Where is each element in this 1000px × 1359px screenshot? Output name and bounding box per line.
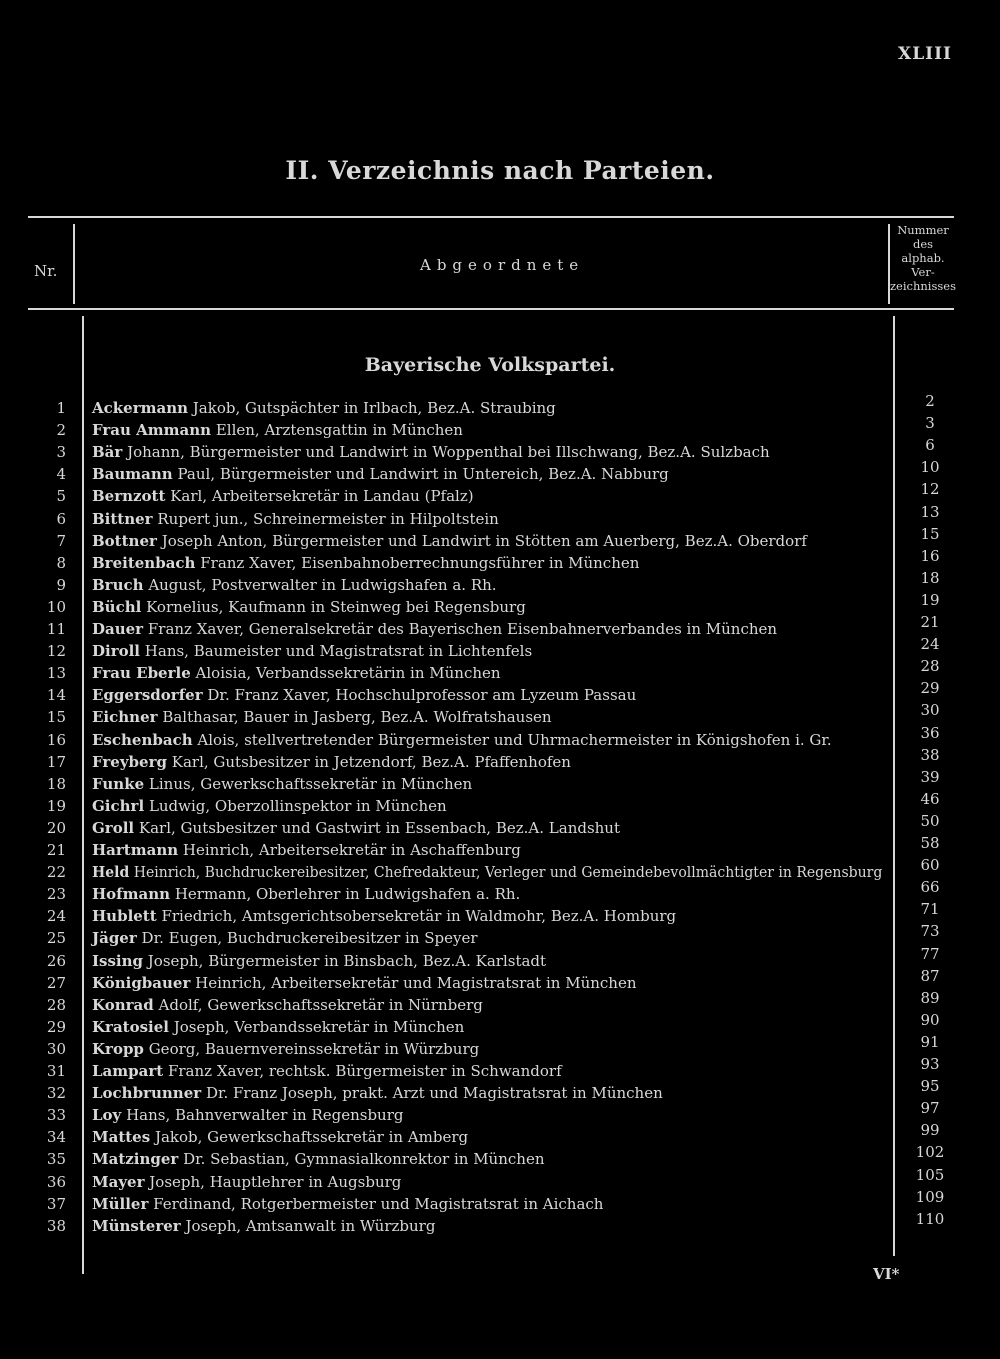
row-entry xyxy=(92,883,520,905)
row-entry xyxy=(92,552,639,574)
member-details: Dr. Eugen, Buchdruckereibesitzer in Speyer xyxy=(141,929,478,947)
row-entry xyxy=(92,684,636,706)
row-number: 3 xyxy=(56,443,66,461)
member-name: Konrad xyxy=(92,996,154,1014)
table-row xyxy=(0,613,1000,640)
member-name: Held xyxy=(92,863,130,881)
row-number: 30 xyxy=(46,1040,66,1058)
row-number: 26 xyxy=(46,952,66,970)
table-row xyxy=(0,1143,1000,1170)
row-entry xyxy=(92,1148,544,1170)
member-name: Groll xyxy=(92,819,135,837)
member-details: Georg, Bauernvereinssekretär in Würzburg xyxy=(148,1040,480,1058)
row-entry xyxy=(92,485,474,507)
alphabetical-reference: 29 xyxy=(920,679,940,697)
member-name: Königbauer xyxy=(92,974,191,992)
table-row xyxy=(0,1210,1000,1237)
row-number: 16 xyxy=(46,731,66,749)
member-details: Franz Xaver, rechtsk. Bürgermeister in Schwandorf xyxy=(167,1062,562,1080)
member-details: Hermann, Oberlehrer in Ludwigshafen a. Rh. xyxy=(174,885,521,903)
header-nummer-line: alphab. xyxy=(901,251,945,265)
party-heading: Bayerische Volkspartei. xyxy=(364,354,616,376)
member-details: Hans, Bahnverwalter in Regensburg xyxy=(126,1106,404,1124)
row-number: 2 xyxy=(56,421,66,439)
member-details: Ferdinand, Rotgerbermeister und Magistratsrat in Aichach xyxy=(153,1195,604,1213)
table-row xyxy=(0,635,1000,662)
row-number: 24 xyxy=(46,907,66,925)
member-name: Ackermann xyxy=(92,399,189,417)
member-details: Johann, Bürgermeister und Landwirt in Woppenthal bei Illschwang, Bez.A. Sulzbach xyxy=(127,443,770,461)
alphabetical-reference: 13 xyxy=(920,503,940,521)
member-details: Rupert jun., Schreinermeister in Hilpoltstein xyxy=(157,510,499,528)
alphabetical-reference: 3 xyxy=(925,414,935,432)
table-row xyxy=(0,1188,1000,1215)
alphabetical-reference: 109 xyxy=(915,1188,945,1206)
table-row xyxy=(0,591,1000,618)
row-number: 13 xyxy=(46,664,66,682)
table-row xyxy=(0,480,1000,507)
member-details: Balthasar, Bauer in Jasberg, Bez.A. Wolfratshausen xyxy=(162,708,552,726)
alphabetical-reference: 66 xyxy=(920,878,940,896)
table-row xyxy=(0,503,1000,530)
alphabetical-reference: 15 xyxy=(920,525,940,543)
member-details: Jakob, Gewerkschaftssekretär in Amberg xyxy=(154,1128,469,1146)
row-entry xyxy=(92,419,463,441)
table-row xyxy=(0,547,1000,574)
header-nummer-line: Nummer xyxy=(897,223,949,237)
member-name: Funke xyxy=(92,775,145,793)
member-name: Hublett xyxy=(92,907,157,925)
table-row xyxy=(0,1033,1000,1060)
member-name: Freyberg xyxy=(92,753,167,771)
table-row xyxy=(0,878,1000,905)
row-number: 38 xyxy=(46,1217,66,1235)
table-row xyxy=(0,724,1000,751)
alphabetical-reference: 28 xyxy=(920,657,940,675)
row-entry xyxy=(92,773,472,795)
row-number: 7 xyxy=(56,532,66,550)
table-row xyxy=(0,392,1000,419)
table-row xyxy=(0,945,1000,972)
alphabetical-reference: 21 xyxy=(920,613,940,631)
header-nr: Nr. xyxy=(34,262,58,280)
row-number: 35 xyxy=(46,1150,66,1168)
member-details: Heinrich, Buchdruckereibesitzer, Chefredakteur, Verleger und Gemeindebevollmächtigter in Regensburg xyxy=(133,863,883,881)
row-entry xyxy=(92,1171,401,1193)
member-details: Karl, Arbeitersekretär in Landau (Pfalz) xyxy=(170,487,474,505)
member-name: Bittner xyxy=(92,510,153,528)
row-number: 22 xyxy=(46,863,66,881)
member-details: Dr. Franz Joseph, prakt. Arzt und Magistratsrat in München xyxy=(205,1084,663,1102)
member-details: Karl, Gutsbesitzer und Gastwirt in Essenbach, Bez.A. Landshut xyxy=(138,819,620,837)
row-entry xyxy=(92,1016,464,1038)
table-row xyxy=(0,1121,1000,1148)
member-details: August, Postverwalter in Ludwigshafen a. Rh. xyxy=(148,576,497,594)
member-details: Heinrich, Arbeitersekretär in Aschaffenburg xyxy=(182,841,521,859)
member-details: Karl, Gutsbesitzer in Jetzendorf, Bez.A. Pfaffenhofen xyxy=(171,753,571,771)
member-details: Joseph, Verbandssekretär in München xyxy=(173,1018,465,1036)
table-row xyxy=(0,436,1000,463)
member-name: Lochbrunner xyxy=(92,1084,202,1102)
alphabetical-reference: 12 xyxy=(920,480,940,498)
table-row xyxy=(0,967,1000,994)
alphabetical-reference: 87 xyxy=(920,967,940,985)
row-entry xyxy=(92,1082,663,1104)
row-number: 36 xyxy=(46,1173,66,1191)
header-abgeordnete: Abgeordnete xyxy=(420,256,585,274)
member-name: Loy xyxy=(92,1106,122,1124)
member-name: Diroll xyxy=(92,642,141,660)
alphabetical-reference: 60 xyxy=(920,856,940,874)
member-name: Müller xyxy=(92,1195,149,1213)
row-number: 18 xyxy=(46,775,66,793)
table-top-rule xyxy=(28,216,954,218)
alphabetical-reference: 110 xyxy=(915,1210,945,1228)
member-name: Breitenbach xyxy=(92,554,196,572)
member-details: Aloisia, Verbandssekretärin in München xyxy=(195,664,501,682)
row-entry xyxy=(92,1104,403,1126)
row-entry xyxy=(92,530,807,552)
table-row xyxy=(0,701,1000,728)
alphabetical-reference: 46 xyxy=(920,790,940,808)
member-details: Friedrich, Amtsgerichtsobersekretär in Waldmohr, Bez.A. Homburg xyxy=(161,907,677,925)
row-number: 37 xyxy=(46,1195,66,1213)
row-entry xyxy=(92,972,636,994)
alphabetical-reference: 50 xyxy=(920,812,940,830)
column-divider-left xyxy=(73,224,75,304)
member-name: Mattes xyxy=(92,1128,151,1146)
member-name: Jäger xyxy=(92,929,137,947)
page-number: XLIII xyxy=(898,44,952,64)
row-number: 28 xyxy=(46,996,66,1014)
row-entry xyxy=(92,618,777,640)
row-number: 4 xyxy=(56,465,66,483)
member-name: Münsterer xyxy=(92,1217,181,1235)
alphabetical-reference: 73 xyxy=(920,922,940,940)
row-number: 27 xyxy=(46,974,66,992)
member-details: Paul, Bürgermeister und Landwirt in Untereich, Bez.A. Nabburg xyxy=(177,465,669,483)
row-number: 17 xyxy=(46,753,66,771)
row-number: 25 xyxy=(46,929,66,947)
row-entry xyxy=(92,508,499,530)
row-number: 15 xyxy=(46,708,66,726)
alphabetical-reference: 38 xyxy=(920,746,940,764)
member-details: Franz Xaver, Eisenbahnoberrechnungsführer in München xyxy=(200,554,640,572)
table-row xyxy=(0,657,1000,684)
table-row xyxy=(0,1099,1000,1126)
member-name: Bär xyxy=(92,443,123,461)
header-nummer-line: zeichnisses xyxy=(890,279,956,293)
member-name: Bruch xyxy=(92,576,144,594)
table-row xyxy=(0,989,1000,1016)
member-details: Ellen, Arztensgattin in München xyxy=(215,421,463,439)
row-entry xyxy=(92,927,478,949)
table-row xyxy=(0,856,1000,883)
table-row xyxy=(0,790,1000,817)
row-entry xyxy=(92,1060,562,1082)
alphabetical-reference: 93 xyxy=(920,1055,940,1073)
row-entry xyxy=(92,861,882,883)
table-row xyxy=(0,525,1000,552)
member-name: Kratosiel xyxy=(92,1018,169,1036)
alphabetical-reference: 30 xyxy=(920,701,940,719)
member-name: Matzinger xyxy=(92,1150,179,1168)
table-header-rule xyxy=(28,308,954,310)
row-number: 1 xyxy=(56,399,66,417)
alphabetical-reference: 58 xyxy=(920,834,940,852)
member-details: Dr. Sebastian, Gymnasialkonrektor in München xyxy=(183,1150,545,1168)
alphabetical-reference: 18 xyxy=(920,569,940,587)
alphabetical-reference: 89 xyxy=(920,989,940,1007)
row-number: 29 xyxy=(46,1018,66,1036)
alphabetical-reference: 95 xyxy=(920,1077,940,1095)
alphabetical-reference: 19 xyxy=(920,591,940,609)
member-details: Jakob, Gutspächter in Irlbach, Bez.A. Straubing xyxy=(192,399,556,417)
member-name: Bottner xyxy=(92,532,157,550)
alphabetical-reference: 71 xyxy=(920,900,940,918)
member-name: Dauer xyxy=(92,620,144,638)
row-number: 33 xyxy=(46,1106,66,1124)
row-number: 34 xyxy=(46,1128,66,1146)
row-entry xyxy=(92,1215,435,1237)
table-row xyxy=(0,768,1000,795)
member-details: Hans, Baumeister und Magistratsrat in Lichtenfels xyxy=(144,642,533,660)
row-number: 12 xyxy=(46,642,66,660)
member-name: Mayer xyxy=(92,1173,145,1191)
member-name: Eschenbach xyxy=(92,731,193,749)
table-row xyxy=(0,679,1000,706)
row-entry xyxy=(92,1126,468,1148)
alphabetical-reference: 39 xyxy=(920,768,940,786)
row-number: 11 xyxy=(46,620,66,638)
row-number: 31 xyxy=(46,1062,66,1080)
row-entry xyxy=(92,729,832,751)
table-row xyxy=(0,1166,1000,1193)
member-name: Frau Eberle xyxy=(92,664,191,682)
member-details: Linus, Gewerkschaftssekretär in München xyxy=(148,775,473,793)
alphabetical-reference: 99 xyxy=(920,1121,940,1139)
alphabetical-reference: 16 xyxy=(920,547,940,565)
row-entry xyxy=(92,1038,479,1060)
table-row xyxy=(0,458,1000,485)
signature-mark: VI* xyxy=(873,1265,900,1283)
row-number: 23 xyxy=(46,885,66,903)
member-name: Gichrl xyxy=(92,797,145,815)
member-name: Eggersdorfer xyxy=(92,686,203,704)
member-details: Alois, stellvertretender Bürgermeister und Uhrmachermeister in Königshofen i. Gr. xyxy=(197,731,832,749)
row-number: 6 xyxy=(56,510,66,528)
member-details: Ludwig, Oberzollinspektor in München xyxy=(148,797,447,815)
row-entry xyxy=(92,839,521,861)
row-entry xyxy=(92,441,770,463)
table-row xyxy=(0,414,1000,441)
row-number: 5 xyxy=(56,487,66,505)
row-number: 10 xyxy=(46,598,66,616)
row-number: 14 xyxy=(46,686,66,704)
row-entry xyxy=(92,596,526,618)
alphabetical-reference: 6 xyxy=(925,436,935,454)
row-number: 9 xyxy=(56,576,66,594)
member-details: Dr. Franz Xaver, Hochschulprofessor am Lyzeum Passau xyxy=(207,686,637,704)
member-name: Frau Ammann xyxy=(92,421,212,439)
row-number: 20 xyxy=(46,819,66,837)
alphabetical-reference: 36 xyxy=(920,724,940,742)
row-entry xyxy=(92,795,447,817)
member-name: Kropp xyxy=(92,1040,144,1058)
alphabetical-reference: 77 xyxy=(920,945,940,963)
alphabetical-reference: 97 xyxy=(920,1099,940,1117)
table-row xyxy=(0,900,1000,927)
row-entry xyxy=(92,994,483,1016)
member-details: Adolf, Gewerkschaftssekretär in Nürnberg xyxy=(158,996,483,1014)
header-nummer xyxy=(890,223,956,293)
table-row xyxy=(0,1055,1000,1082)
table-row xyxy=(0,834,1000,861)
member-details: Joseph Anton, Bürgermeister und Landwirt in Stötten am Auerberg, Bez.A. Oberdorf xyxy=(161,532,807,550)
member-name: Baumann xyxy=(92,465,173,483)
member-details: Franz Xaver, Generalsekretär des Bayerischen Eisenbahnerverbandes in München xyxy=(147,620,778,638)
header-nummer-line: Ver- xyxy=(911,265,935,279)
row-entry xyxy=(92,1193,603,1215)
row-number: 21 xyxy=(46,841,66,859)
member-details: Heinrich, Arbeitersekretär und Magistratsrat in München xyxy=(195,974,637,992)
member-name: Issing xyxy=(92,952,143,970)
table-row xyxy=(0,922,1000,949)
row-entry xyxy=(92,662,501,684)
header-nummer-line: des xyxy=(912,237,934,251)
member-name: Bernzott xyxy=(92,487,166,505)
row-number: 8 xyxy=(56,554,66,572)
member-name: Hartmann xyxy=(92,841,179,859)
table-row xyxy=(0,746,1000,773)
table-row xyxy=(0,812,1000,839)
alphabetical-reference: 91 xyxy=(920,1033,940,1051)
alphabetical-reference: 90 xyxy=(920,1011,940,1029)
alphabetical-reference: 10 xyxy=(920,458,940,476)
row-entry xyxy=(92,397,556,419)
alphabetical-reference: 2 xyxy=(925,392,935,410)
page-title: II. Verzeichnis nach Parteien. xyxy=(285,156,715,185)
member-name: Büchl xyxy=(92,598,142,616)
member-details: Joseph, Bürgermeister in Binsbach, Bez.A. Karlstadt xyxy=(147,952,547,970)
member-details: Kornelius, Kaufmann in Steinweg bei Regensburg xyxy=(146,598,526,616)
row-entry xyxy=(92,706,552,728)
table-row xyxy=(0,1077,1000,1104)
alphabetical-reference: 24 xyxy=(920,635,940,653)
row-number: 32 xyxy=(46,1084,66,1102)
alphabetical-reference: 102 xyxy=(915,1143,945,1161)
table-row xyxy=(0,1011,1000,1038)
row-entry xyxy=(92,463,669,485)
member-details: Joseph, Hauptlehrer in Augsburg xyxy=(149,1173,402,1191)
row-entry xyxy=(92,574,497,596)
alphabetical-reference: 105 xyxy=(915,1166,945,1184)
row-entry xyxy=(92,905,676,927)
table-row xyxy=(0,569,1000,596)
member-name: Eichner xyxy=(92,708,158,726)
member-details: Joseph, Amtsanwalt in Würzburg xyxy=(185,1217,436,1235)
row-entry xyxy=(92,817,620,839)
row-entry xyxy=(92,751,571,773)
row-entry xyxy=(92,950,546,972)
member-name: Lampart xyxy=(92,1062,164,1080)
row-number: 19 xyxy=(46,797,66,815)
member-name: Hofmann xyxy=(92,885,171,903)
row-entry xyxy=(92,640,532,662)
